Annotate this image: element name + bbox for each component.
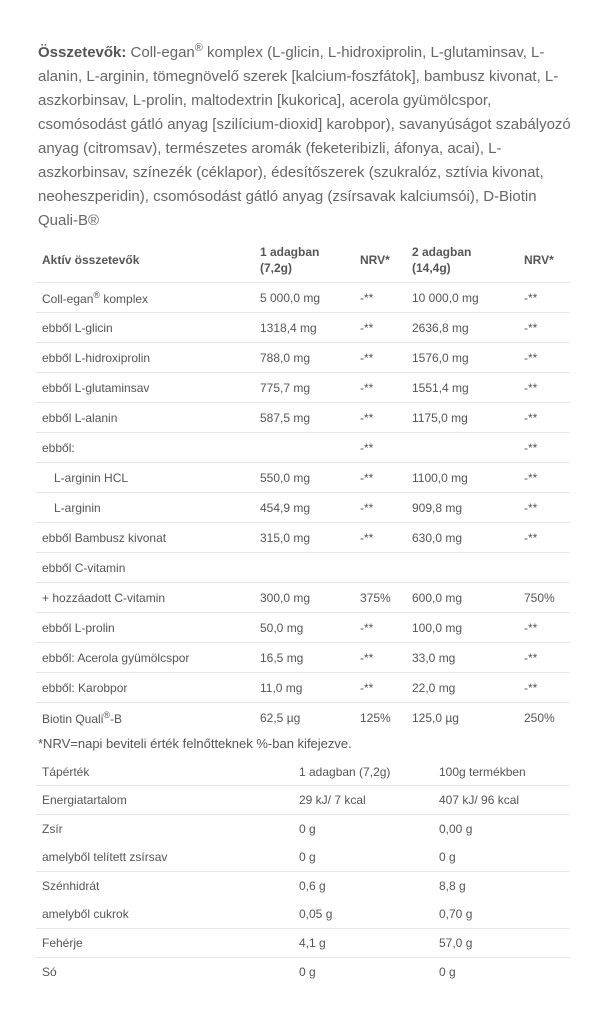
nutrient-name: Energiatartalom: [36, 786, 293, 815]
nutrition-header-name: Tápérték: [42, 764, 90, 779]
nrv1-value: 125%: [354, 703, 406, 733]
nrv1-value: -**: [354, 523, 406, 553]
dose2-value: 1576,0 mg: [406, 343, 518, 373]
nrv1-value: -**: [354, 493, 406, 523]
ingredient-name-suffix: -B: [110, 711, 123, 726]
per-100g-value: 407 kJ/ 96 kcal: [433, 786, 570, 815]
dose1-value: 5 000,0 mg: [254, 283, 354, 313]
dose1-value: 788,0 mg: [254, 343, 354, 373]
ingredient-name-text: ebből L-alanin: [42, 410, 118, 425]
nutrition-row: [36, 843, 570, 872]
dose1-value: 11,0 mg: [254, 673, 354, 703]
nrv2-value: -**: [518, 643, 570, 673]
nrv1-value: -**: [354, 433, 406, 463]
ingredient-name: [36, 403, 254, 433]
table-row: [36, 373, 570, 403]
ingredient-name: [36, 283, 254, 313]
nrv2-value: -**: [518, 403, 570, 433]
header-nrv2: NRV*: [524, 253, 554, 267]
ingredient-name-suffix: komplex: [100, 291, 149, 306]
table-row: [36, 463, 570, 493]
ingredient-name-text: ebből L-glicin: [42, 320, 113, 335]
dose2-value: 909,8 mg: [406, 493, 518, 523]
ingredient-name: [36, 643, 254, 673]
ingredient-name-text: Coll-egan: [42, 291, 94, 306]
nutrition-header-dose: 1 adagban (7,2g): [299, 764, 391, 779]
nrv1-value: -**: [354, 673, 406, 703]
ingredient-name: [36, 373, 254, 403]
nutrition-header-100g: 100g termékben: [439, 764, 526, 779]
table-row: [36, 493, 570, 523]
dose2-value: [406, 553, 518, 583]
dose2-value: 1551,4 mg: [406, 373, 518, 403]
dose1-value: 300,0 mg: [254, 583, 354, 613]
nutrition-row: [36, 815, 570, 844]
ingredient-name-text: L-arginin: [54, 500, 101, 515]
ingredient-name-text: ebből:: [42, 440, 75, 455]
nutrition-row: [36, 958, 570, 987]
dose1-value: [254, 553, 354, 583]
dose2-value: 125,0 µg: [406, 703, 518, 733]
ingredient-name: [36, 493, 254, 523]
dose1-value: 1318,4 mg: [254, 313, 354, 343]
ingredient-name: [36, 463, 254, 493]
nrv1-value: -**: [354, 463, 406, 493]
table-row: [36, 523, 570, 553]
per-100g-value: 57,0 g: [433, 929, 570, 958]
table-row: [36, 313, 570, 343]
nrv1-value: [354, 553, 406, 583]
ingredient-name-text: ebből L-hidroxiprolin: [42, 350, 151, 365]
ingredient-name: [36, 613, 254, 643]
nrv2-value: -**: [518, 613, 570, 643]
nrv1-value: -**: [354, 403, 406, 433]
nutrition-row: [36, 929, 570, 958]
dose1-value: 16,5 mg: [254, 643, 354, 673]
table-header-row: [36, 238, 570, 283]
header-nrv1: NRV*: [360, 253, 390, 267]
ingredients-brand: Coll-egan: [130, 44, 195, 61]
per-dose-value: 4,1 g: [293, 929, 433, 958]
table-row: [36, 283, 570, 313]
ingredient-name-text: ebből: Karobpor: [42, 680, 128, 695]
table-row: [36, 673, 570, 703]
table-row: [36, 403, 570, 433]
table-row: [36, 583, 570, 613]
ingredients-label: Összetevők:: [38, 44, 127, 61]
nrv2-value: -**: [518, 433, 570, 463]
per-100g-value: 0,70 g: [439, 907, 473, 921]
active-ingredients-body: [36, 283, 570, 733]
per-dose-value: 0 g: [293, 958, 433, 987]
ingredient-name-text: ebből L-prolin: [42, 620, 115, 635]
per-dose-value: 0 g: [293, 815, 433, 844]
ingredient-name: [36, 343, 254, 373]
registered-mark: ®: [93, 289, 101, 300]
dose2-value: 22,0 mg: [406, 673, 518, 703]
dose1-value: [254, 433, 354, 463]
active-ingredients-table: [36, 238, 570, 732]
table-row: [36, 433, 570, 463]
header-dose1: 1 adagban (7,2g): [260, 245, 320, 275]
dose2-value: 100,0 mg: [406, 613, 518, 643]
ingredient-name-text: L-arginin HCL: [54, 470, 129, 485]
per-100g-value: 8,8 g: [433, 872, 570, 901]
table-row: [36, 703, 570, 733]
header-active: Aktív összetevők: [42, 253, 140, 267]
nutrition-row: [36, 786, 570, 815]
nrv2-value: -**: [518, 523, 570, 553]
ingredients-paragraph: [38, 36, 578, 233]
dose1-value: 550,0 mg: [254, 463, 354, 493]
dose2-value: 2636,8 mg: [406, 313, 518, 343]
per-100g-value: 0 g: [439, 850, 456, 864]
nrv1-value: -**: [354, 373, 406, 403]
dose1-value: 775,7 mg: [254, 373, 354, 403]
nrv-footnote: *NRV=napi beviteli érték felnőtteknek %-ban kifejezve.: [38, 736, 352, 751]
nutrition-row: [36, 900, 570, 929]
nrv1-value: -**: [354, 313, 406, 343]
ingredient-name-text: + hozzáadott C-vitamin: [42, 590, 166, 605]
ingredient-name: [36, 313, 254, 343]
ingredients-text: komplex (L-glicin, L-hidroxiprolin, L-glutaminsav, L-alanin, L-arginin, tömegnövelő szerek [kalcium-foszfátok], bambusz kivonat, L-aszkorbinsav, L-prolin, maltodextrin [kukorica], acerola gyümölcspor, csomósodást gátló anyag [szilícium-dioxid] karobpor), savanyúságot szabályozó anyag (citromsav), természetes aromák (feketeribizli, áfonya, acai), L-aszkorbinsav, színezék (céklapor), édesítőszerek (szukralóz, sztívia kivonat, neoheszperidin), csomósodást gátló anyag (zsírsavak kalciumsói), D-Biotin Quali-B®: [38, 44, 571, 229]
registered-mark: ®: [194, 42, 203, 54]
ingredient-name-text: ebből L-glutaminsav: [42, 380, 150, 395]
per-dose-value: 0,6 g: [293, 872, 433, 901]
ingredient-name: [36, 553, 254, 583]
nutrient-name: Só: [36, 958, 293, 987]
dose1-value: 315,0 mg: [254, 523, 354, 553]
nrv2-value: 250%: [518, 703, 570, 733]
dose2-value: 1175,0 mg: [406, 403, 518, 433]
nutrition-header-row: [36, 758, 570, 786]
per-dose-value: 0 g: [299, 850, 316, 864]
ingredient-name: [36, 523, 254, 553]
per-100g-value: 0,00 g: [433, 815, 570, 844]
dose1-value: 50,0 mg: [254, 613, 354, 643]
nutrient-name: Fehérje: [36, 929, 293, 958]
nutrient-name: Zsír: [36, 815, 293, 844]
nrv2-value: -**: [518, 373, 570, 403]
nrv2-value: -**: [518, 493, 570, 523]
per-dose-value: 0,05 g: [299, 907, 333, 921]
ingredient-name: [36, 583, 254, 613]
dose1-value: 62,5 µg: [254, 703, 354, 733]
nutrient-name: Szénhidrát: [36, 872, 293, 901]
per-100g-value: 0 g: [433, 958, 570, 987]
ingredient-name: [36, 433, 254, 463]
nutrition-row: [36, 872, 570, 901]
nrv2-value: -**: [518, 463, 570, 493]
dose1-value: 454,9 mg: [254, 493, 354, 523]
dose2-value: 1100,0 mg: [406, 463, 518, 493]
nrv2-value: [518, 553, 570, 583]
nrv2-value: 750%: [518, 583, 570, 613]
nrv2-value: -**: [518, 673, 570, 703]
dose2-value: [406, 433, 518, 463]
nrv1-value: -**: [354, 613, 406, 643]
ingredient-name-text: Biotin Quali: [42, 711, 104, 726]
nutrient-name: amelyből cukrok: [42, 907, 129, 921]
ingredient-name: [36, 673, 254, 703]
nrv2-value: -**: [518, 283, 570, 313]
ingredient-name-text: ebből Bambusz kivonat: [42, 530, 167, 545]
registered-mark: ®: [103, 709, 111, 720]
nrv1-value: -**: [354, 283, 406, 313]
dose2-value: 630,0 mg: [406, 523, 518, 553]
table-row: [36, 643, 570, 673]
nrv2-value: -**: [518, 343, 570, 373]
nrv1-value: -**: [354, 343, 406, 373]
per-dose-value: 29 kJ/ 7 kcal: [293, 786, 433, 815]
header-dose2: 2 adagban (14,4g): [412, 245, 472, 275]
nrv1-value: -**: [354, 643, 406, 673]
ingredient-name: [36, 703, 254, 733]
ingredient-name-text: ebből C-vitamin: [42, 560, 126, 575]
nrv2-value: -**: [518, 313, 570, 343]
nutrient-name: amelyből telített zsírsav: [42, 850, 168, 864]
table-row: [36, 553, 570, 583]
nutrition-table: [36, 758, 570, 986]
ingredient-name-text: ebből: Acerola gyümölcspor: [42, 650, 190, 665]
dose2-value: 33,0 mg: [406, 643, 518, 673]
dose1-value: 587,5 mg: [254, 403, 354, 433]
dose2-value: 600,0 mg: [406, 583, 518, 613]
nrv1-value: 375%: [354, 583, 406, 613]
nutrition-body: [36, 786, 570, 987]
table-row: [36, 343, 570, 373]
dose2-value: 10 000,0 mg: [406, 283, 518, 313]
table-row: [36, 613, 570, 643]
